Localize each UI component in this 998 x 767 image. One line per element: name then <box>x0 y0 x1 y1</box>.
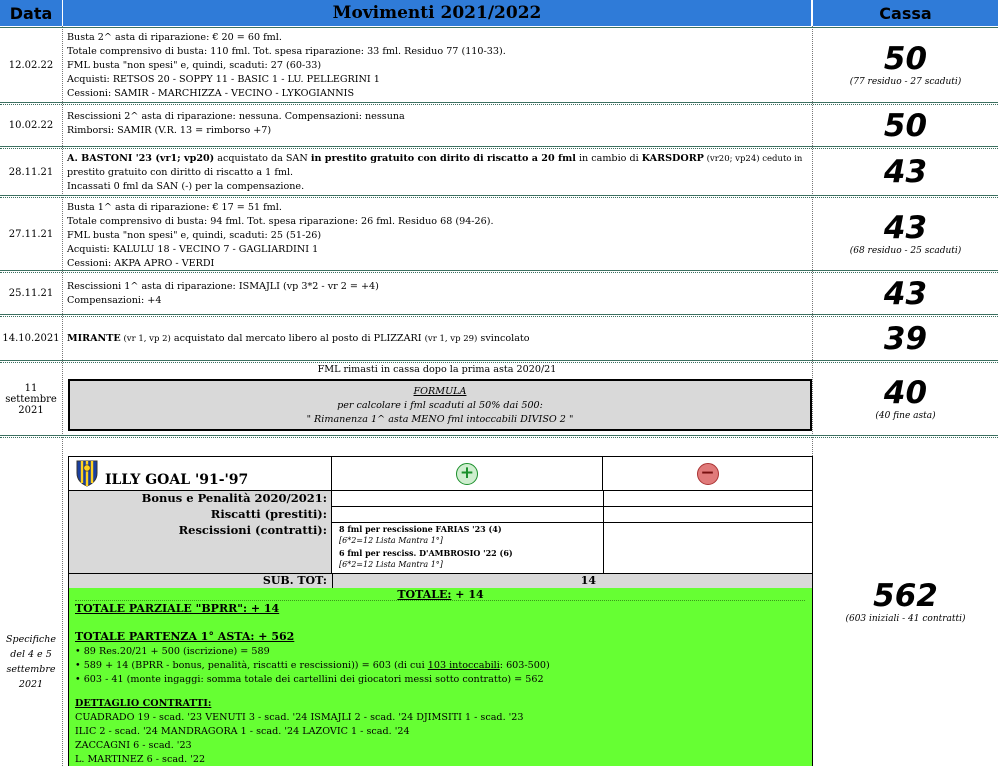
minus-icon: − <box>697 463 719 485</box>
text-line: Acquisti: RETSOS 20 - SOPPY 11 - BASIC 1 - LU. PELLEGRINI 1 <box>67 74 380 85</box>
text-fragment: (vr20; vp24) ceduto in <box>703 154 803 164</box>
bonus-table <box>68 456 813 588</box>
contract-line: L. MARTINEZ 6 - scad. '22 <box>75 754 206 765</box>
date-line: del 4 e 5 <box>10 649 52 660</box>
row-date: 14.10.2021 <box>2 333 60 344</box>
player-name: A. BASTONI '23 (vr1; vp20) <box>67 153 215 164</box>
formula-box <box>68 379 812 431</box>
date-line: 11 <box>24 382 38 394</box>
table-divider <box>332 506 812 507</box>
header-data-label: Data <box>9 3 53 23</box>
text-line: Rimborsi: SAMIR (V.R. 13 = rimborso +7) <box>67 125 272 136</box>
row-text <box>63 108 811 146</box>
totale-label: TOTALE: <box>397 588 452 601</box>
cash-note: (40 fine asta) <box>875 411 936 421</box>
date-line: settembre <box>5 393 57 405</box>
text-line: Busta 1^ asta di riparazione: € 17 = 51 fml. <box>67 202 282 213</box>
cash-value: 50 <box>883 107 928 144</box>
team-crest-icon <box>75 459 99 487</box>
cash-cell <box>813 149 998 195</box>
page-title: Movimenti 2021/2022 <box>332 3 542 23</box>
contract-line: CUADRADO 19 - scad. '23 VENUTI 3 - scad. '24 ISMAJLI 2 - scad. '24 DJIMSITI 1 - scad. '23 <box>75 712 524 723</box>
cash-cell <box>813 317 998 360</box>
row-divider <box>0 360 998 361</box>
formula-title: FORMULA <box>413 386 467 397</box>
text-line <box>67 332 807 346</box>
rescission-note: [6*2=12 Lista Mantra 1°] <box>339 560 443 569</box>
contracts-list <box>75 711 524 767</box>
text-line: Totale comprensivo di busta: 94 fml. Tot. spesa riparazione: 26 fml. Residuo 68 (94-26). <box>67 216 494 227</box>
table-divider <box>332 573 333 588</box>
row-date <box>0 363 62 435</box>
header-cassa-label: Cassa <box>879 3 932 23</box>
player-name: MIRANTE <box>67 333 121 344</box>
rescissioni-values <box>339 523 601 573</box>
date-line: 2021 <box>18 404 44 416</box>
row-divider <box>0 195 998 196</box>
text-line: Rescissioni 2^ asta di riparazione: nessuna. Compensazioni: nessuna <box>67 111 405 122</box>
date-line: 2021 <box>18 679 44 690</box>
row-divider <box>75 600 805 601</box>
subtot-label: SUB. TOT: <box>262 574 327 587</box>
row-divider <box>0 314 998 315</box>
row-date: 25.11.21 <box>8 288 54 299</box>
cash-cell <box>813 105 998 146</box>
row-date: 28.11.21 <box>8 166 54 178</box>
bonus-label: Bonus e Penalità 2020/2021: <box>141 491 327 505</box>
header-cassa <box>813 0 998 26</box>
text-fragment: : 603-500) <box>499 660 550 671</box>
text-fragment: svincolato <box>477 333 530 344</box>
summary-block <box>68 588 813 766</box>
row-divider <box>0 146 998 147</box>
text-line: Incassati 0 fml da SAN (-) per la compensazione. <box>67 181 305 192</box>
row-divider <box>0 435 998 436</box>
player-name: KARSDORP <box>641 153 704 164</box>
plus-column-header <box>332 457 603 491</box>
text-fragment: 103 intoccabili <box>427 660 500 671</box>
row-text <box>63 29 811 101</box>
text-fragment: in cambio di <box>575 153 642 164</box>
header-data <box>0 0 62 26</box>
row-date <box>0 438 62 766</box>
cash-note: (603 iniziali - 41 contratti) <box>845 614 966 624</box>
rescission-line: 8 fml per rescissione FARIAS '23 (4) <box>339 524 502 534</box>
cash-value: 39 <box>883 320 928 357</box>
text-fragment: in prestito gratuito con dirito di riscatto a 20 fml <box>310 153 576 164</box>
cash-value: 562 <box>873 578 938 614</box>
row-text <box>63 278 811 314</box>
header-title <box>63 0 811 26</box>
text-line <box>67 152 807 166</box>
formula-line: per calcolare i fml scaduti al 50% dai 500: <box>337 400 543 411</box>
cash-cell <box>813 28 998 102</box>
text-line: Cessioni: SAMIR - MARCHIZZA - VECINO - LYKOGIANNIS <box>67 88 355 99</box>
partenza-title: TOTALE PARTENZA 1° ASTA: + 562 <box>75 630 295 643</box>
text-fragment: acquistato da SAN <box>214 153 311 164</box>
text-line: FML busta "non spesi" e, quindi, scaduti: 27 (60-33) <box>67 60 322 71</box>
team-name: ILLY GOAL '91-'97 <box>105 472 249 488</box>
cash-value: 43 <box>883 154 928 190</box>
text-fragment: • 589 + 14 (BPRR - bonus, penalità, riscatti e rescissioni)) = 603 (di cui <box>75 660 428 671</box>
cash-note: (77 residuo - 27 scaduti) <box>849 77 962 87</box>
row-text <box>63 199 811 270</box>
cash-value: 40 <box>883 375 928 411</box>
text-fragment: (vr 1, vp 29) <box>424 334 478 344</box>
cash-cell <box>813 438 998 766</box>
row-text <box>63 330 811 350</box>
rescission-line: 6 fml per resciss. D'AMBROSIO '22 (6) <box>339 548 513 558</box>
detail-line: • 603 - 41 (monte ingaggi: somma totale dei cartellini dei giocatori messi sotto contratto) = 562 <box>75 674 544 685</box>
detail-line <box>75 659 550 673</box>
subtot-value: 14 <box>580 574 596 587</box>
text-line: FML busta "non spesi" e, quindi, scaduti: 25 (51-26) <box>67 230 322 241</box>
text-line: Rescissioni 1^ asta di riparazione: ISMAJLI (vp 3*2 - vr 2 = +4) <box>67 281 379 292</box>
riscatti-label: Riscatti (prestiti): <box>210 507 327 521</box>
text-line: prestito gratuito con diritto di riscatto a 1 fml. <box>67 167 294 178</box>
parziale-title: TOTALE PARZIALE "BPRR": + 14 <box>75 602 280 615</box>
text-fragment: (vr 1, vp 2) <box>120 334 171 344</box>
text-line: Acquisti: KALULU 18 - VECINO 7 - GAGLIARDINI 1 <box>67 244 319 255</box>
team-cell <box>69 457 332 491</box>
row-date: 12.02.22 <box>8 59 54 71</box>
row-divider <box>0 102 998 103</box>
cash-cell <box>813 273 998 314</box>
cash-value: 50 <box>883 41 928 77</box>
text-line: Cessioni: AKPA APRO - VERDI <box>67 258 215 269</box>
date-line: Specifiche <box>6 634 56 645</box>
contract-line: ILIC 2 - scad. '24 MANDRAGORA 1 - scad. '24 LAZOVIC 1 - scad. '24 <box>75 726 410 737</box>
cash-cell <box>813 363 998 435</box>
row-date: 10.02.22 <box>8 120 54 131</box>
totale-value: + 14 <box>451 588 484 601</box>
text-line: Busta 2^ asta di riparazione: € 20 = 60 fml. <box>67 32 282 43</box>
partenza-details <box>75 645 550 687</box>
rescissioni-label: Rescissioni (contratti): <box>178 523 327 537</box>
row-caption: FML rimasti in cassa dopo la prima asta 2020/21 <box>317 364 557 375</box>
minus-column-header <box>603 457 812 491</box>
formula-line: " Rimanenza 1^ asta MENO fml intoccabili DIVISO 2 " <box>306 414 574 425</box>
text-fragment: acquistato dal mercato libero al posto di PLIZZARI <box>170 333 425 344</box>
cash-value: 43 <box>883 210 928 246</box>
plus-icon: + <box>456 463 478 485</box>
cash-value: 43 <box>883 275 928 312</box>
dettaglio-title: DETTAGLIO CONTRATTI: <box>75 698 212 709</box>
contract-line: ZACCAGNI 6 - scad. '23 <box>75 740 192 751</box>
row-text <box>63 150 811 195</box>
detail-line: • 89 Res.20/21 + 500 (iscrizione) = 589 <box>75 646 270 657</box>
date-line: settembre <box>6 664 56 675</box>
cash-cell <box>813 198 998 270</box>
text-line: Compensazioni: +4 <box>67 295 162 306</box>
rescission-note: [6*2=12 Lista Mantra 1°] <box>339 536 443 545</box>
text-line: Totale comprensivo di busta: 110 fml. Tot. spesa riparazione: 33 fml. Residuo 77 (110-33). <box>67 46 506 57</box>
row-date: 27.11.21 <box>8 228 54 240</box>
cash-note: (68 residuo - 25 scaduti) <box>849 246 962 256</box>
